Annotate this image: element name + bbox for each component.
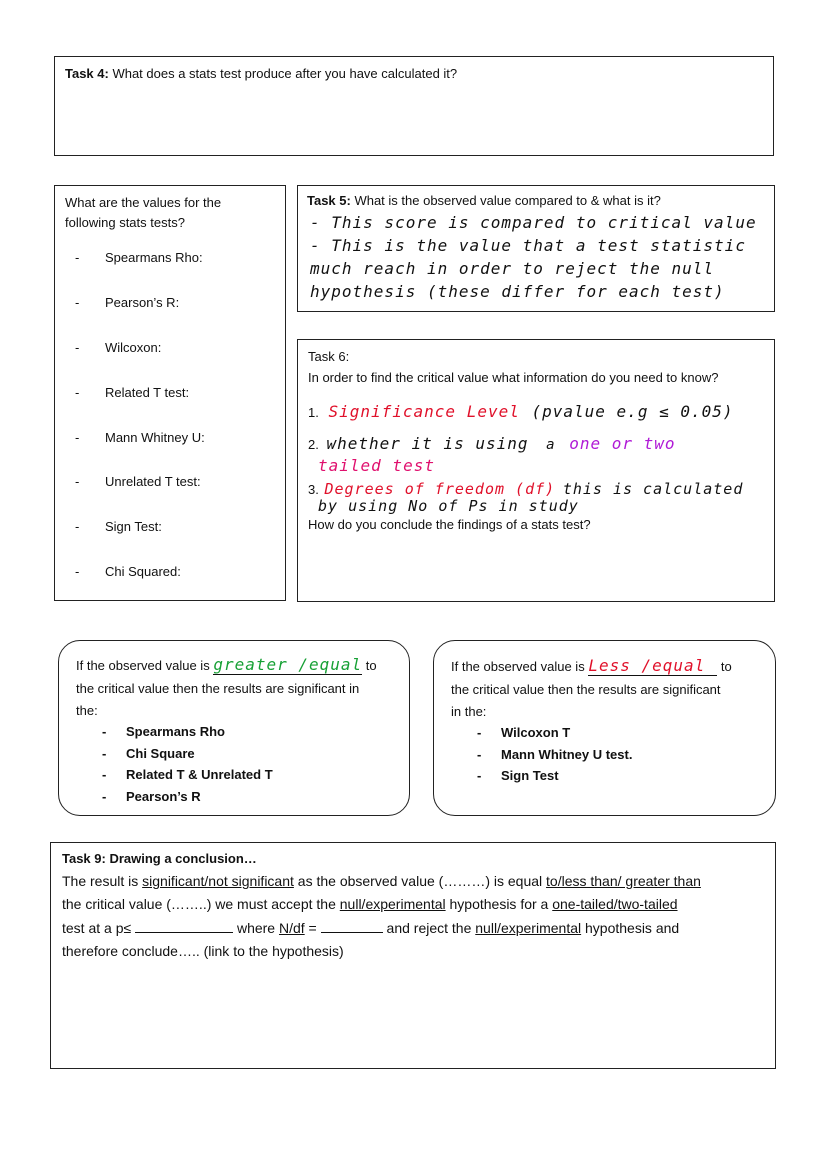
- task4-label: Task 4:: [65, 66, 109, 81]
- greater-test-list: [102, 721, 273, 807]
- less-equal-line2: the critical value then the results are significant: [451, 682, 721, 697]
- greater-suffix: to: [362, 658, 377, 673]
- task5-answer-line: hypothesis (these differ for each test): [310, 282, 725, 301]
- greater-equal-box: [58, 640, 410, 816]
- list-item: - Wilcoxon T: [477, 722, 632, 744]
- task4-heading: [65, 66, 457, 81]
- task5-question: What is the observed value compared to & what is it?: [350, 193, 661, 208]
- test-name: Sign Test:: [105, 519, 162, 534]
- task6-box: [297, 339, 775, 602]
- list-item: - Sign Test: [477, 765, 632, 787]
- comparison-options: to/less than/ greater than: [546, 873, 701, 889]
- stats-tests-prompt: [65, 193, 221, 233]
- task9-box: [50, 842, 776, 1069]
- less-equal-line3: in the:: [451, 704, 487, 719]
- task5-box: [297, 185, 775, 312]
- answer2-handwritten-c: one or two: [569, 434, 676, 453]
- list-item: - Pearson’s R: [102, 786, 273, 808]
- answer-number: 2.: [308, 437, 319, 452]
- test-name: Related T test:: [105, 385, 190, 400]
- less-handwritten: Less /equal: [588, 656, 717, 676]
- task5-answer-line: - This score is compared to critical value: [310, 213, 757, 232]
- hypothesis-options: null/experimental: [475, 920, 582, 936]
- task6-question2: How do you conclude the findings of a stats test?: [308, 517, 591, 532]
- task9-text: test at a p≤: [62, 920, 136, 936]
- answer2-handwritten: whether it is using: [326, 434, 529, 453]
- list-item: - Mann Whitney U test.: [477, 744, 632, 766]
- task9-text: hypothesis and: [581, 920, 680, 936]
- answer-number: 3.: [308, 482, 319, 497]
- test-name: Wilcoxon:: [105, 340, 162, 355]
- task9-text: hypothesis for a: [445, 896, 553, 912]
- less-equal-box: [433, 640, 776, 816]
- greater-prefix: If the observed value is: [76, 658, 214, 673]
- task6-label: Task 6:: [308, 349, 350, 364]
- list-item: - Spearmans Rho: [102, 721, 273, 743]
- test-name: Chi Squared:: [105, 564, 181, 579]
- task9-text: where: [233, 920, 279, 936]
- task6-answer3: [308, 480, 743, 498]
- answer3-handwritten: Degrees of freedom (df): [324, 480, 556, 498]
- task9-text: the critical value (……..) we must accept the: [62, 896, 340, 912]
- task9-line1: [62, 870, 701, 893]
- stats-tests-box: What are the values for the following stats tests? - Spearmans Rho: - Pearson’s R: - Wilcoxon: - Related T test: - Mann Whitney U: - Unrelated T test: - Sign Test: - Chi Squared:: [54, 185, 286, 601]
- significance-options: significant/not significant: [142, 873, 294, 889]
- answer3-handwritten-c: by using No of Ps in study: [318, 497, 579, 515]
- test-name: Mann Whitney U:: [105, 430, 205, 445]
- task9-line2: [62, 893, 678, 916]
- less-test-list: [477, 722, 632, 787]
- df-blank[interactable]: [321, 918, 383, 933]
- task9-line4: therefore conclude….. (link to the hypothesis): [62, 943, 344, 959]
- task4-question: What does a stats test produce after you have calculated it?: [108, 66, 458, 81]
- test-name: Spearmans Rho:: [105, 250, 203, 265]
- task9-text: as the observed value (………) is equal: [293, 873, 547, 889]
- answer2-handwritten-b: a: [546, 437, 556, 453]
- stats-tests-prompt-line2: following stats tests?: [65, 215, 185, 230]
- greater-equal-line3: the:: [76, 703, 98, 718]
- task5-answer: [310, 211, 757, 303]
- test-name: Unrelated T test:: [105, 474, 201, 489]
- list-item: - Related T & Unrelated T: [102, 764, 273, 786]
- task6-question: In order to find the critical value what information do you need to know?: [308, 370, 719, 385]
- task6-answer2: [308, 434, 676, 453]
- tail-options: one-tailed/two-tailed: [552, 896, 678, 912]
- task9-title: Task 9: Drawing a conclusion…: [62, 851, 257, 866]
- greater-handwritten: greater /equal: [213, 655, 363, 674]
- n-df-label: N/df: [278, 920, 305, 936]
- answer2-handwritten-d: tailed test: [318, 456, 435, 475]
- task9-line3: [62, 917, 679, 940]
- task5-answer-line: much reach in order to reject the null: [310, 259, 715, 278]
- answer1-handwritten: Significance Level: [328, 402, 520, 421]
- task9-text: =: [304, 920, 321, 936]
- task5-label: Task 5:: [307, 193, 351, 208]
- greater-equal-line1: [76, 655, 377, 674]
- less-equal-line1: [451, 656, 732, 675]
- task6-answer1: [308, 402, 734, 421]
- test-name: Pearson’s R:: [105, 295, 180, 310]
- stats-tests-prompt-line1: What are the values for the: [65, 195, 222, 210]
- task5-heading: [307, 193, 661, 208]
- less-prefix: If the observed value is: [451, 659, 589, 674]
- task9-text: The result is: [62, 873, 143, 889]
- task5-answer-line: - This is the value that a test statistic: [310, 236, 746, 255]
- list-item: - Chi Square: [102, 743, 273, 765]
- p-value-blank[interactable]: [135, 918, 233, 933]
- answer3-handwritten-b: this is calculated: [562, 480, 744, 498]
- answer1-handwritten-b: (pvalue e.g ≤ 0.05): [531, 402, 734, 421]
- hypothesis-options: null/experimental: [339, 896, 446, 912]
- greater-equal-line2: the critical value then the results are significant in: [76, 681, 360, 696]
- answer-number: 1.: [308, 405, 319, 420]
- task9-text: and reject the: [382, 920, 476, 936]
- task4-box: [54, 56, 774, 156]
- less-suffix: to: [717, 659, 732, 674]
